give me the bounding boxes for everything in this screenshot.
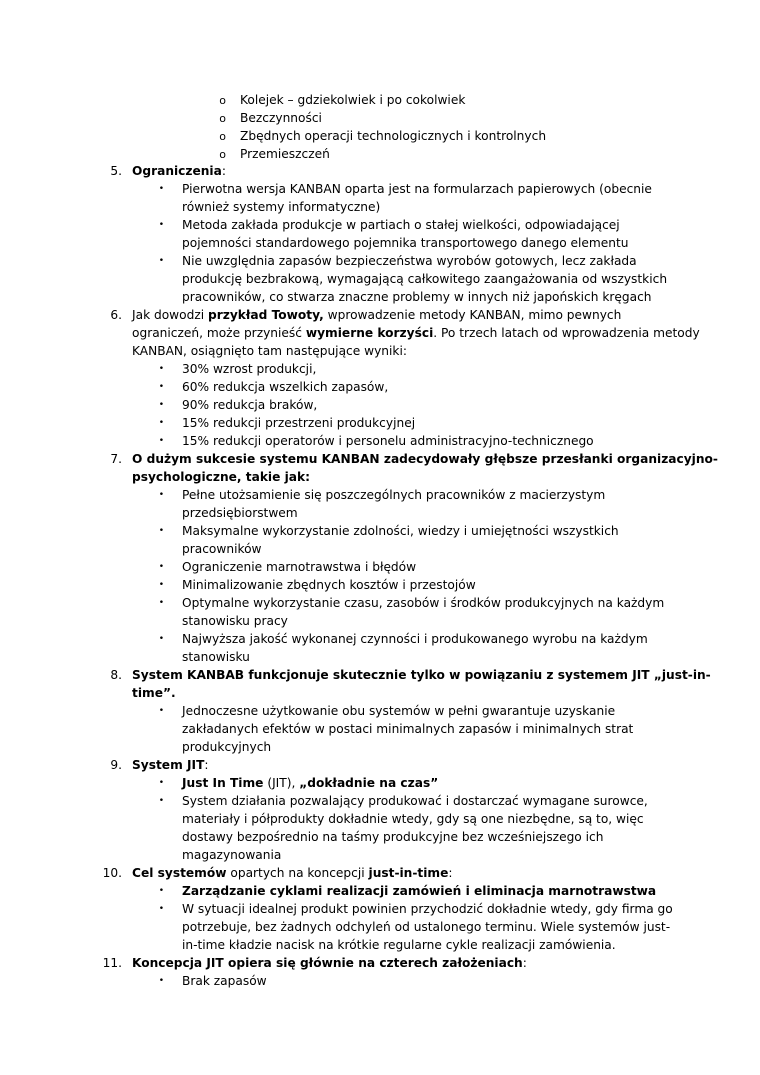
list-item-line: pracowników: [182, 542, 262, 556]
list-item: Kolejek – gdziekolwiek i po cokolwiek: [240, 93, 466, 107]
bullet-icon: •: [158, 634, 164, 644]
section-heading: Cel systemów opartych na koncepcji just-in-time:: [132, 866, 453, 880]
bullet-icon: •: [158, 256, 164, 266]
list-item-line: Optymalne wykorzystanie czasu, zasobów i środków produkcyjnych na każdym: [182, 596, 665, 610]
list-item-line: pracowników, co stwarza znaczne problemy w innych niż japońskich kręgach: [182, 290, 652, 304]
list-item-line: Pełne utożsamienie się poszczególnych pracowników z macierzystym: [182, 488, 606, 502]
bullet-icon: •: [158, 526, 164, 536]
bullet-icon: •: [158, 400, 164, 410]
list-item-line: produkcję bezbrakową, wymagającą całkowitego zaangażowania od wszystkich: [182, 272, 668, 286]
paragraph-line: KANBAN, osiągnięto tam następujące wyniki:: [132, 344, 407, 358]
item-number: 7.: [110, 452, 122, 466]
item-number: 10.: [102, 866, 122, 880]
bullet-icon: •: [158, 562, 164, 572]
bullet-icon: •: [158, 364, 164, 374]
bullet-icon: •: [158, 706, 164, 716]
list-item-line: Minimalizowanie zbędnych kosztów i przestojów: [182, 578, 476, 592]
bullet-icon: •: [158, 778, 164, 788]
item-number: 9.: [110, 758, 122, 772]
list-item-line: Brak zapasów: [182, 974, 267, 988]
circle-bullet-icon: o: [219, 94, 226, 107]
list-item-line: in-time kładzie nacisk na krótkie regularne cykle realizacji zamówienia.: [182, 938, 616, 952]
section-heading: O dużym sukcesie systemu KANBAN zadecydowały głębsze przesłanki organizacyjno-: [132, 452, 718, 466]
list-item-line: dostawy bezpośrednio na taśmy produkcyjne bez wcześniejszego ich: [182, 830, 604, 844]
bullet-icon: •: [158, 490, 164, 500]
paragraph-line: Jak dowodzi przykład Towoty, wprowadzenie metody KANBAN, mimo pewnych: [132, 308, 622, 322]
list-item-line: magazynowania: [182, 848, 282, 862]
list-item-line: Najwyższa jakość wykonanej czynności i produkowanego wyrobu na każdym: [182, 632, 648, 646]
circle-bullet-icon: o: [219, 130, 226, 143]
list-item-line: również systemy informatyczne): [182, 200, 381, 214]
list-item-line: potrzebuje, bez żadnych odchyleń od ustalonego terminu. Wiele systemów just-: [182, 920, 671, 934]
item-number: 5.: [110, 164, 122, 178]
list-item-line: Just In Time (JIT), „dokładnie na czas”: [182, 776, 439, 790]
circle-bullet-icon: o: [219, 148, 226, 161]
list-item-line: materiały i półprodukty dokładnie wtedy, gdy są one niezbędne, są to, więc: [182, 812, 644, 826]
list-item-line: Metoda zakłada produkcje w partiach o stałej wielkości, odpowiadającej: [182, 218, 620, 232]
bullet-icon: •: [158, 220, 164, 230]
list-item-line: stanowisku: [182, 650, 250, 664]
bullet-icon: •: [158, 796, 164, 806]
list-item: 60% redukcja wszelkich zapasów,: [182, 380, 389, 394]
list-item-line: zakładanych efektów w postaci minimalnych zapasów i minimalnych strat: [182, 722, 634, 736]
bullet-icon: •: [158, 598, 164, 608]
bullet-icon: •: [158, 580, 164, 590]
section-heading: Ograniczenia:: [132, 164, 226, 178]
list-item-line: Maksymalne wykorzystanie zdolności, wiedzy i umiejętności wszystkich: [182, 524, 619, 538]
list-item-line: produkcyjnych: [182, 740, 272, 754]
section-heading: System JIT:: [132, 758, 209, 772]
list-item-line: pojemności standardowego pojemnika transportowego danego elementu: [182, 236, 629, 250]
section-heading: psychologiczne, takie jak:: [132, 470, 311, 484]
list-item: 15% redukcji przestrzeni produkcyjnej: [182, 416, 416, 430]
item-number: 8.: [110, 668, 122, 682]
list-item-line: Ograniczenie marnotrawstwa i błędów: [182, 560, 417, 574]
bullet-icon: •: [158, 904, 164, 914]
section-heading: System KANBAB funkcjonuje skutecznie tylko w powiązaniu z systemem JIT „just-in-: [132, 668, 711, 682]
section-heading: Koncepcja JIT opiera się głównie na czterech założeniach:: [132, 956, 527, 970]
list-item: Bezczynności: [240, 111, 322, 125]
list-item: Przemieszczeń: [240, 147, 330, 161]
list-item: 90% redukcja braków,: [182, 398, 318, 412]
bullet-icon: •: [158, 976, 164, 986]
bullet-icon: •: [158, 418, 164, 428]
list-item-line: Jednoczesne użytkowanie obu systemów w pełni gwarantuje uzyskanie: [182, 704, 616, 718]
list-item: 30% wzrost produkcji,: [182, 362, 317, 376]
list-item-line: stanowisku pracy: [182, 614, 288, 628]
bullet-icon: •: [158, 886, 164, 896]
list-item-line: System działania pozwalający produkować i dostarczać wymagane surowce,: [182, 794, 648, 808]
list-item-line: W sytuacji idealnej produkt powinien przychodzić dokładnie wtedy, gdy firma go: [182, 902, 673, 916]
item-number: 11.: [102, 956, 122, 970]
bullet-icon: •: [158, 184, 164, 194]
bullet-icon: •: [158, 382, 164, 392]
paragraph-line: ograniczeń, może przynieść wymierne korzyści. Po trzech latach od wprowadzenia metody: [132, 326, 700, 340]
circle-bullet-icon: o: [219, 112, 226, 125]
list-item-line: przedsiębiorstwem: [182, 506, 298, 520]
list-item-line: Pierwotna wersja KANBAN oparta jest na formularzach papierowych (obecnie: [182, 182, 652, 196]
bullet-icon: •: [158, 436, 164, 446]
section-heading: time”.: [132, 686, 176, 700]
list-item-line: Nie uwzględnia zapasów bezpieczeństwa wyrobów gotowych, lecz zakłada: [182, 254, 637, 268]
list-item: 15% redukcji operatorów i personelu administracyjno-technicznego: [182, 434, 594, 448]
list-item-line: Zarządzanie cyklami realizacji zamówień i eliminacja marnotrawstwa: [182, 884, 657, 898]
item-number: 6.: [110, 308, 122, 322]
list-item: Zbędnych operacji technologicznych i kontrolnych: [240, 129, 547, 143]
